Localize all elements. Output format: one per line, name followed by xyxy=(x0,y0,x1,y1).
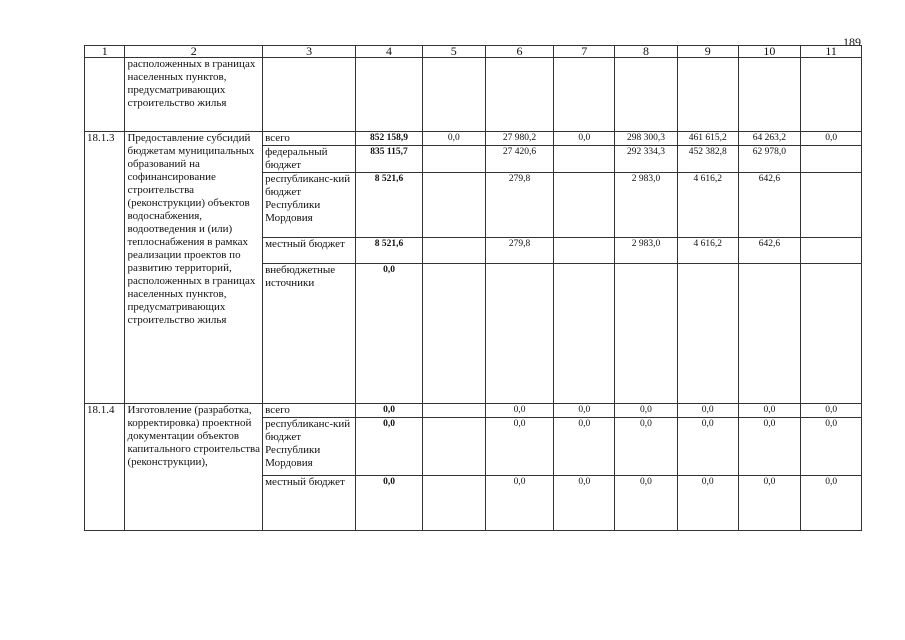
header-cell: 8 xyxy=(615,46,678,58)
header-cell: 11 xyxy=(801,46,862,58)
value-cell-c4: 0,0 xyxy=(356,404,423,418)
row-description: расположенных в границах населенных пунктов, предусматривающих строительство жилья xyxy=(125,58,263,132)
value-cell-c9: 0,0 xyxy=(677,476,738,531)
row-number xyxy=(85,58,125,132)
value-cell-c9: 4 616,2 xyxy=(677,238,738,264)
value-cell-c11 xyxy=(801,146,862,173)
budget-table xyxy=(84,45,862,531)
funding-source: внебюджетные источники xyxy=(263,264,356,404)
value-cell-c7: 0,0 xyxy=(554,418,615,476)
table-row xyxy=(85,404,862,418)
value-cell-c6: 279,8 xyxy=(485,173,554,238)
value-cell-c5 xyxy=(422,404,485,418)
value-cell-c11: 0,0 xyxy=(801,404,862,418)
continuation-row xyxy=(85,58,862,132)
value-cell-c8: 0,0 xyxy=(615,404,678,418)
value-cell-c11: 0,0 xyxy=(801,418,862,476)
value-cell-c6: 27 420,6 xyxy=(485,146,554,173)
header-row xyxy=(85,46,862,58)
value-cell-c8: 2 983,0 xyxy=(615,173,678,238)
row-description: Изготовление (разработка, корректировка) проектной документации объектов капитального строительства (реконструкции), xyxy=(125,404,263,531)
value-cell-c11 xyxy=(801,173,862,238)
value-cell-c9 xyxy=(677,264,738,404)
value-cell-c4: 835 115,7 xyxy=(356,146,423,173)
value-cell-c5 xyxy=(422,264,485,404)
table-body xyxy=(85,46,862,531)
header-cell: 1 xyxy=(85,46,125,58)
value-cell-c8: 2 983,0 xyxy=(615,238,678,264)
value-cell-c7: 0,0 xyxy=(554,476,615,531)
value-cell-c10: 0,0 xyxy=(738,404,801,418)
header-cell: 7 xyxy=(554,46,615,58)
value-cell-c8: 0,0 xyxy=(615,418,678,476)
value-cell-c9: 4 616,2 xyxy=(677,173,738,238)
value-cell-c7 xyxy=(554,264,615,404)
funding-source: местный бюджет xyxy=(263,476,356,531)
header-cell: 2 xyxy=(125,46,263,58)
value-cell-c7 xyxy=(554,146,615,173)
value-cell-c5 xyxy=(422,476,485,531)
funding-source: республиканс-кий бюджет Республики Мордовия xyxy=(263,173,356,238)
value-cell-c11 xyxy=(801,238,862,264)
header-cell: 9 xyxy=(677,46,738,58)
value-cell-c5 xyxy=(422,238,485,264)
header-cell: 4 xyxy=(356,46,423,58)
header-cell: 5 xyxy=(422,46,485,58)
value-cell-c10: 642,6 xyxy=(738,238,801,264)
value-cell-c10: 62 978,0 xyxy=(738,146,801,173)
header-cell: 6 xyxy=(485,46,554,58)
row-number: 18.1.3 xyxy=(85,132,125,404)
value-cell-c9: 452 382,8 xyxy=(677,146,738,173)
value-cell-c5: 0,0 xyxy=(422,132,485,146)
value-cell-c8 xyxy=(615,264,678,404)
row-description: Предоставление субсидий бюджетам муниципальных образований на софинансирование строительства (реконструкции) объектов водоснабжения, водоотведения и (или) теплоснабжения в рамках реализации проектов по развитию территорий, расположенных в границах населенных пунктов, предусматривающих строительство жилья xyxy=(125,132,263,404)
value-cell-c10: 642,6 xyxy=(738,173,801,238)
funding-source: федеральный бюджет xyxy=(263,146,356,173)
value-cell-c6: 0,0 xyxy=(485,418,554,476)
value-cell-c5 xyxy=(422,173,485,238)
value-cell-c4: 8 521,6 xyxy=(356,173,423,238)
value-cell-c4: 8 521,6 xyxy=(356,238,423,264)
value-cell-c10: 64 263,2 xyxy=(738,132,801,146)
value-cell-c8: 298 300,3 xyxy=(615,132,678,146)
value-cell-c6: 27 980,2 xyxy=(485,132,554,146)
value-cell-c6: 0,0 xyxy=(485,476,554,531)
funding-source: всего xyxy=(263,404,356,418)
value-cell-c10: 0,0 xyxy=(738,476,801,531)
funding-source: республиканс-кий бюджет Республики Мордовия xyxy=(263,418,356,476)
value-cell-c11: 0,0 xyxy=(801,476,862,531)
value-cell-c7: 0,0 xyxy=(554,404,615,418)
value-cell-c8: 0,0 xyxy=(615,476,678,531)
value-cell-c6: 279,8 xyxy=(485,238,554,264)
funding-source: местный бюджет xyxy=(263,238,356,264)
value-cell-c4: 0,0 xyxy=(356,264,423,404)
value-cell-c7 xyxy=(554,238,615,264)
value-cell-c7 xyxy=(554,173,615,238)
value-cell-c9: 461 615,2 xyxy=(677,132,738,146)
value-cell-c9: 0,0 xyxy=(677,418,738,476)
value-cell-c5 xyxy=(422,146,485,173)
header-cell: 3 xyxy=(263,46,356,58)
value-cell-c6: 0,0 xyxy=(485,404,554,418)
value-cell-c6 xyxy=(485,264,554,404)
value-cell-c10 xyxy=(738,264,801,404)
value-cell-c10: 0,0 xyxy=(738,418,801,476)
value-cell-c11 xyxy=(801,264,862,404)
value-cell-c4: 852 158,9 xyxy=(356,132,423,146)
value-cell-c11: 0,0 xyxy=(801,132,862,146)
value-cell-c8: 292 334,3 xyxy=(615,146,678,173)
value-cell-c5 xyxy=(422,418,485,476)
header-cell: 10 xyxy=(738,46,801,58)
value-cell-c4: 0,0 xyxy=(356,418,423,476)
funding-source: всего xyxy=(263,132,356,146)
value-cell-c7: 0,0 xyxy=(554,132,615,146)
value-cell-c4: 0,0 xyxy=(356,476,423,531)
page-number: 189 xyxy=(843,35,861,49)
value-cell-c9: 0,0 xyxy=(677,404,738,418)
row-number: 18.1.4 xyxy=(85,404,125,531)
table-row xyxy=(85,132,862,146)
